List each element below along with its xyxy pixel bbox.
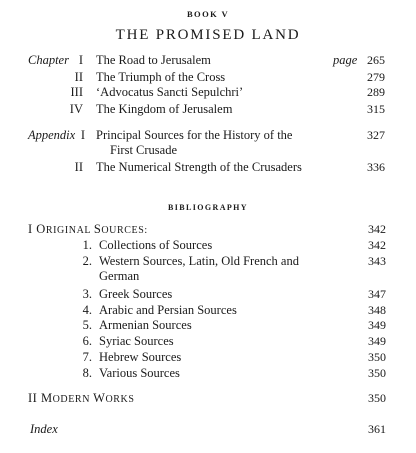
original-sources-initial2: S (93, 222, 102, 236)
source-title: Greek Sources (99, 287, 173, 301)
chapter-number: I (78, 53, 83, 67)
source-page: 349 (368, 318, 386, 332)
part-title: THE PROMISED LAND (115, 27, 301, 43)
chapter-title: The Kingdom of Jerusalem (96, 102, 233, 116)
source-title: Armenian Sources (99, 318, 192, 332)
chapter-title: ‘Advocatus Sancti Sepulchri’ (96, 85, 244, 99)
source-page: 348 (368, 303, 386, 317)
original-sources-rest2: OURCES: (101, 225, 148, 236)
chapter-page: 315 (367, 102, 385, 116)
source-page: 347 (368, 287, 386, 301)
modern-works-page: 350 (368, 391, 386, 405)
source-number: 6. (82, 334, 92, 348)
original-sources-heading (28, 222, 148, 237)
modern-works-initial: M (40, 391, 53, 405)
source-title: Western Sources, Latin, Old French and (99, 254, 299, 268)
chapter-page: 279 (367, 70, 385, 84)
modern-works-roman: II (28, 391, 38, 405)
source-page: 350 (368, 350, 386, 364)
chapter-page: 265 (367, 53, 385, 67)
chapter-title: The Triumph of the Cross (96, 70, 226, 84)
chapter-label: Chapter (28, 53, 69, 67)
source-page: 350 (368, 366, 386, 380)
appendix-page: 336 (367, 160, 385, 174)
bibliography-heading: BIBLIOGRAPHY (168, 203, 248, 212)
source-page: 343 (368, 254, 386, 268)
source-title: Collections of Sources (99, 238, 213, 252)
source-number: 8. (82, 366, 92, 380)
appendix-label: Appendix (28, 128, 76, 142)
appendix-title: Principal Sources for the History of the (96, 128, 293, 142)
source-number: 1. (82, 238, 92, 252)
modern-works-rest: ODERN (52, 394, 94, 405)
chapter-number: III (70, 85, 83, 99)
source-number: 2. (82, 254, 92, 268)
original-sources-rest: RIGINAL (45, 225, 94, 236)
modern-works-rest2: ORKS (105, 394, 135, 405)
source-page: 342 (368, 238, 386, 252)
modern-works-heading (28, 391, 135, 406)
index-label: Index (30, 422, 58, 436)
source-number: 5. (82, 318, 92, 332)
original-sources-initial: O (36, 222, 46, 236)
appendix-number: I (80, 128, 85, 142)
source-title-cont: German (99, 269, 140, 283)
page-label: page (333, 53, 358, 67)
chapter-number: II (74, 70, 83, 84)
source-title: Arabic and Persian Sources (99, 303, 237, 317)
appendix-title-cont: First Crusade (110, 143, 178, 157)
source-number: 3. (82, 287, 92, 301)
source-title: Hebrew Sources (99, 350, 182, 364)
book-label: BOOK V (186, 9, 229, 19)
original-sources-page: 342 (368, 222, 386, 236)
source-number: 4. (82, 303, 92, 317)
chapter-number: IV (69, 102, 83, 116)
chapter-title: The Road to Jerusalem (96, 53, 211, 67)
source-page: 349 (368, 334, 386, 348)
appendix-page: 327 (367, 128, 385, 142)
appendix-number: II (74, 160, 83, 174)
appendix-title: The Numerical Strength of the Crusaders (96, 160, 302, 174)
chapter-page: 289 (367, 85, 385, 99)
source-title: Various Sources (99, 366, 180, 380)
source-number: 7. (82, 350, 92, 364)
index-page: 361 (368, 422, 386, 436)
original-sources-roman: I (28, 222, 33, 236)
source-title: Syriac Sources (99, 334, 174, 348)
modern-works-initial2: W (93, 391, 106, 405)
